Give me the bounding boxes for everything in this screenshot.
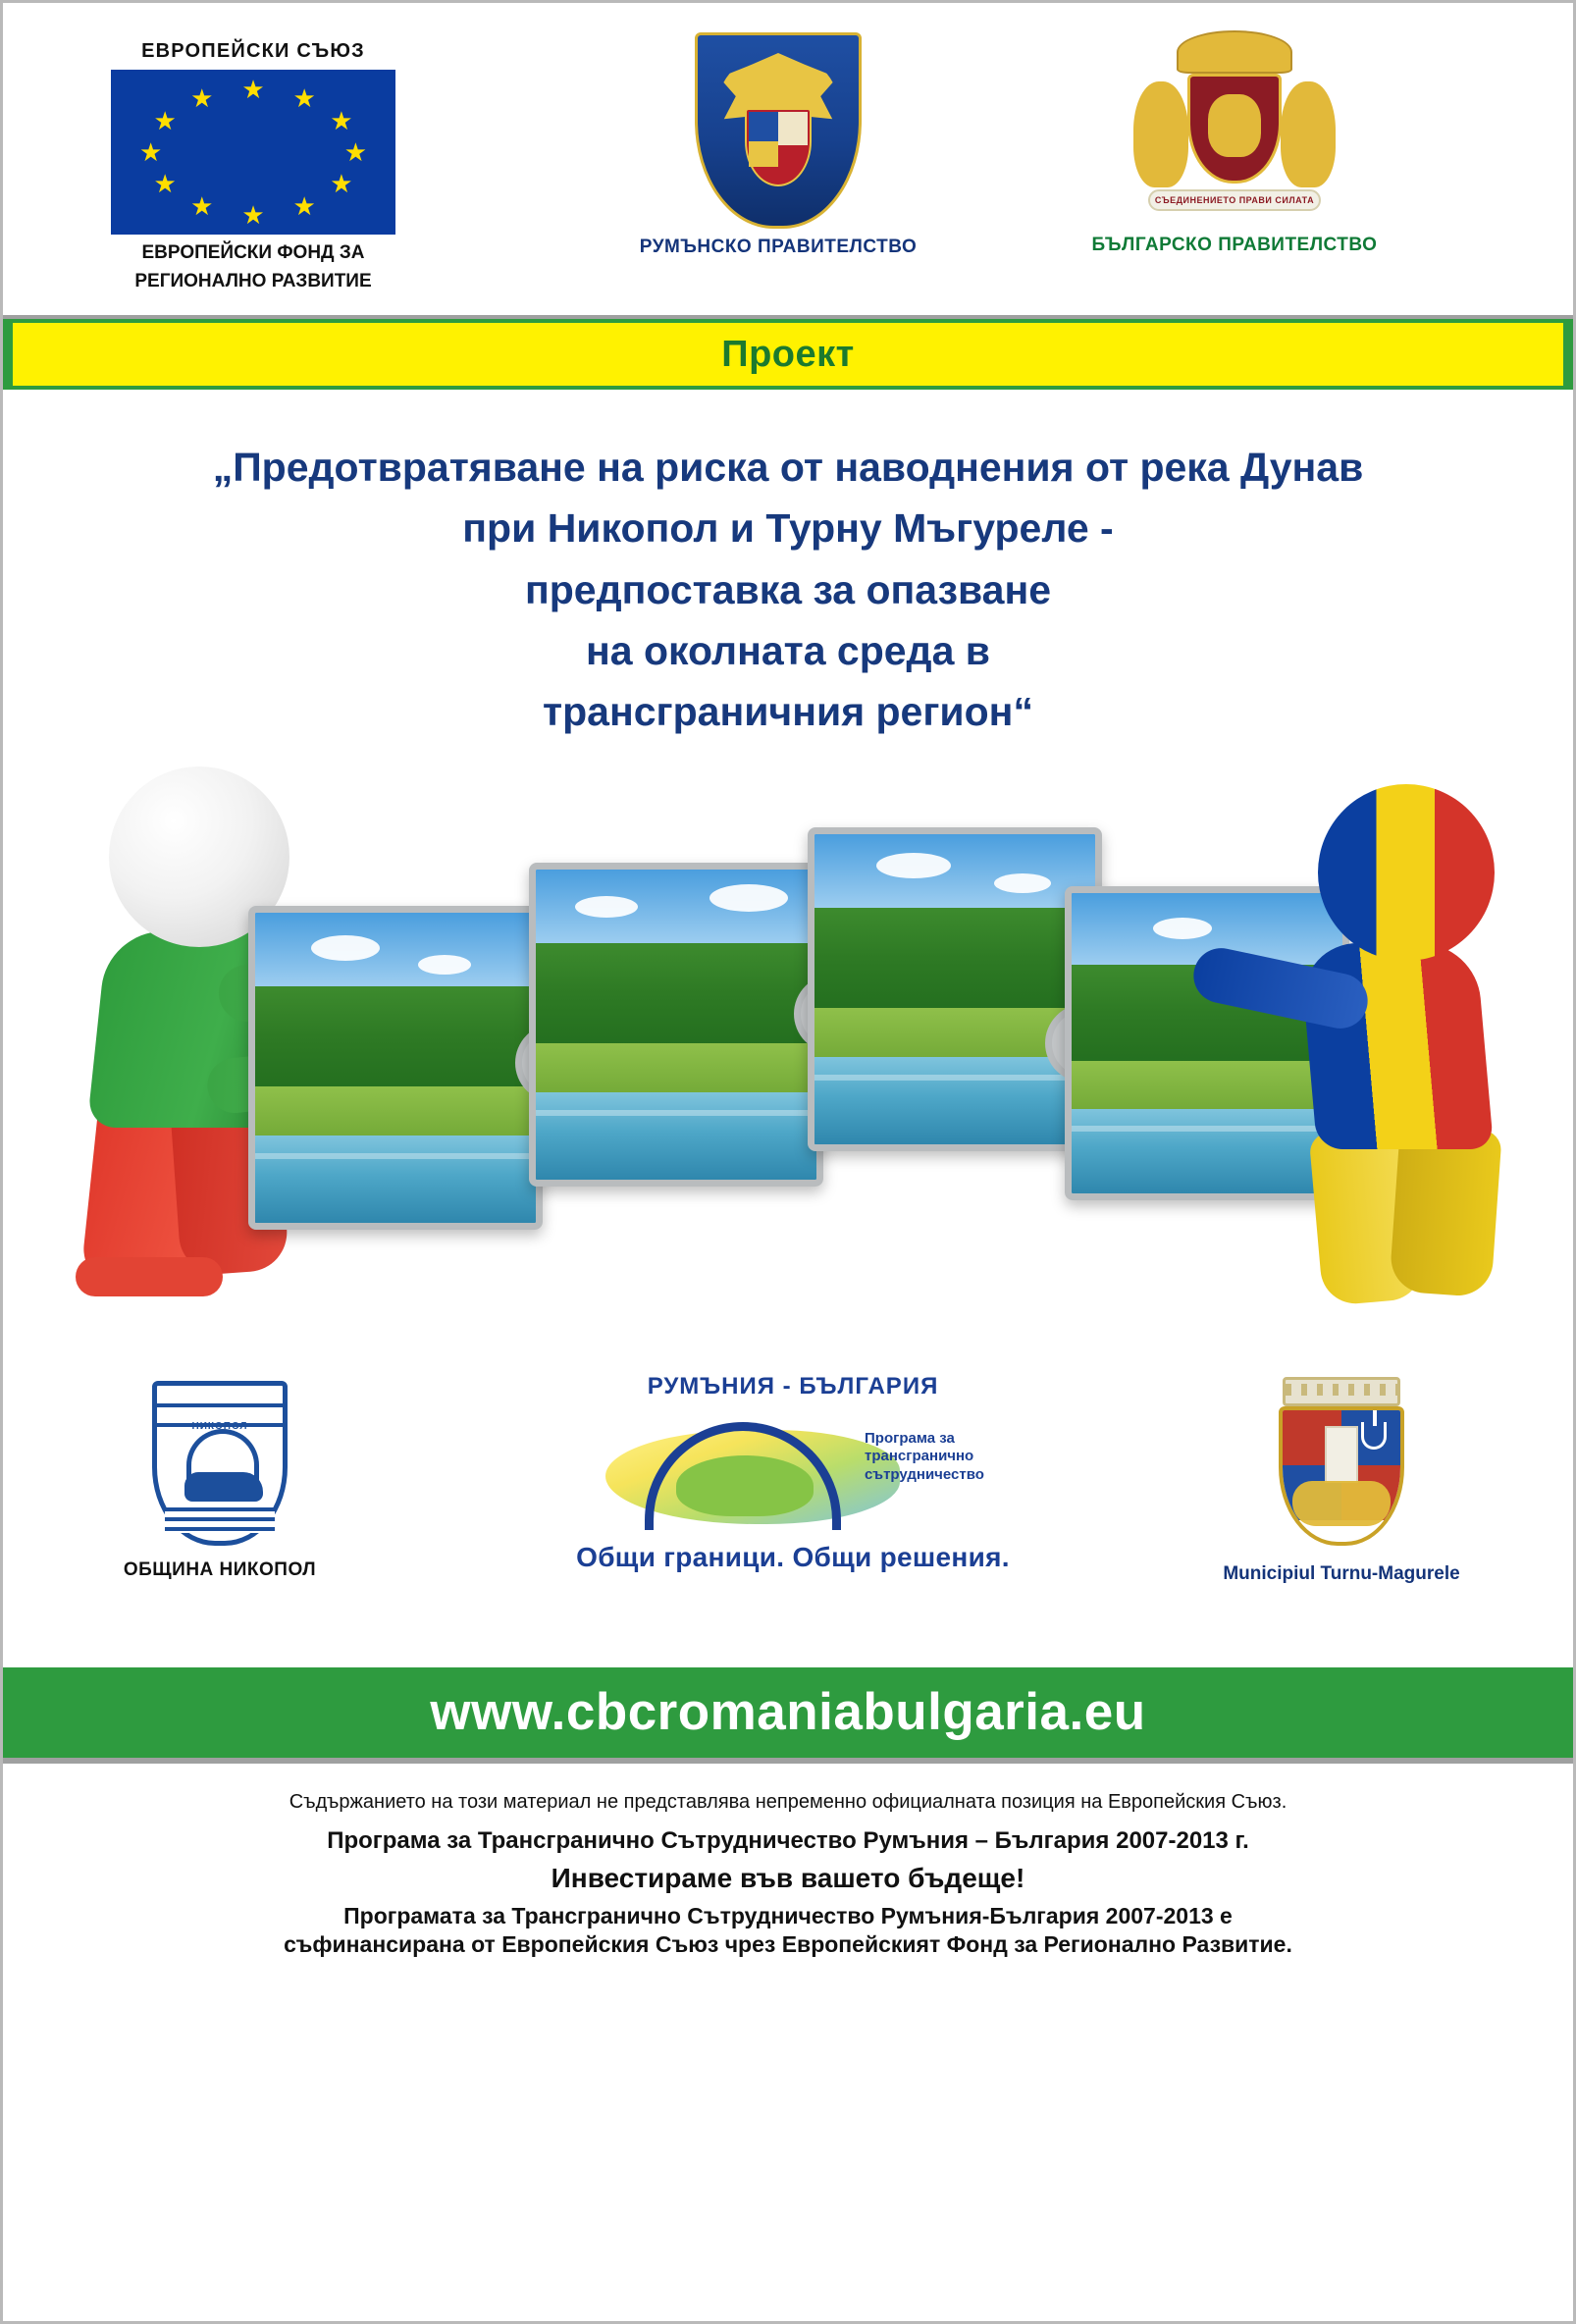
- eu-star: ★: [241, 75, 265, 105]
- puzzle-piece: [248, 906, 543, 1230]
- quarter-2: [778, 112, 808, 145]
- cbc-program-line: трансгранично: [865, 1448, 974, 1465]
- anchor-icon: [1361, 1422, 1387, 1450]
- project-title-line: трансграничния регион“: [543, 689, 1033, 735]
- motto-ribbon: СЪЕДИНЕНИЕТО ПРАВИ СИЛАТА: [1148, 189, 1321, 211]
- cloud-icon: [311, 935, 380, 961]
- lion-center-icon: [1208, 94, 1261, 157]
- bulgaria-government-block: [1073, 30, 1396, 256]
- cbc-program-logo-block: [494, 1373, 1092, 1573]
- puzzle-piece: [529, 863, 823, 1187]
- project-banner-label: Проект: [721, 333, 855, 375]
- lion-left-icon: [1133, 81, 1188, 187]
- eu-star: ★: [330, 168, 353, 198]
- waves-icon: [165, 1507, 275, 1533]
- website-bar: [3, 1667, 1573, 1764]
- figure-foot: [76, 1257, 223, 1296]
- footer-funding-line2: съфинансирана от Европейския Съюз чрез Европейският Фонд за Регионално Развитие.: [284, 1931, 1292, 1958]
- shield-icon: [1187, 74, 1282, 184]
- lion-icon: [184, 1472, 263, 1502]
- cbc-top-label: РУМЪНИЯ - БЪЛГАРИЯ: [647, 1372, 939, 1400]
- eu-star: ★: [292, 82, 316, 113]
- project-title-line: при Никопол и Турну Мъгуреле -: [462, 505, 1114, 552]
- romania-coat-of-arms-icon: [695, 32, 862, 229]
- water-layer: [814, 1057, 1095, 1143]
- nikopol-crest-icon: [152, 1381, 288, 1546]
- puzzle-illustration: [3, 757, 1573, 1365]
- romania-tricolor-figure: [1232, 784, 1516, 1275]
- eu-star: ★: [153, 106, 177, 136]
- eu-flag-icon: [111, 70, 395, 235]
- project-banner: [3, 319, 1573, 390]
- project-banner-inner: [13, 323, 1563, 386]
- footer-program-text: Програма за Трансгранично Сътрудничество Румъния – България 2007-2013 г.: [327, 1826, 1249, 1854]
- cbc-program-line: Програма за: [865, 1429, 955, 1447]
- puzzle-pieces-group: [248, 818, 1347, 1279]
- figure-head: [1318, 784, 1495, 961]
- turnu-magurele-logo-block: [1194, 1377, 1489, 1585]
- bulgaria-government-caption: БЪЛГАРСКО ПРАВИТЕЛСТВО: [1091, 235, 1378, 255]
- cloud-icon: [994, 873, 1051, 893]
- bulgaria-coat-of-arms-icon: [1131, 30, 1338, 227]
- water-layer: [536, 1092, 816, 1179]
- puzzle-piece: [808, 827, 1102, 1151]
- turnu-magurele-crest-icon: [1268, 1377, 1415, 1550]
- eu-star: ★: [153, 168, 177, 198]
- footer-funding-line1: Програмата за Трансгранично Сътрудничество Румъния-България 2007-2013 е: [343, 1902, 1233, 1928]
- eu-star: ★: [343, 137, 368, 167]
- eu-star: ★: [190, 191, 214, 222]
- romania-government-caption: РУМЪНСКО ПРАВИТЕЛСТВО: [639, 237, 918, 257]
- project-title-line: на околната среда в: [586, 627, 990, 673]
- cloud-icon: [418, 955, 471, 975]
- lion-right-icon: [1281, 81, 1336, 187]
- water-layer: [255, 1136, 536, 1222]
- crown-icon: [1177, 30, 1292, 74]
- eu-star: ★: [138, 137, 163, 167]
- mural-crown-icon: [1283, 1377, 1400, 1406]
- partner-logos-row: [3, 1373, 1573, 1667]
- lions-icon: [1292, 1481, 1391, 1526]
- website-url-link[interactable]: www.cbcromaniabulgaria.eu: [430, 1683, 1146, 1742]
- romania-government-block: [631, 32, 925, 258]
- eu-star: ★: [190, 82, 214, 113]
- eu-fund-line2: РЕГИОНАЛНО РАЗВИТИЕ: [134, 271, 372, 292]
- turnu-magurele-caption: Municipiul Turnu-Magurele: [1223, 1562, 1460, 1584]
- nikopol-caption: ОБЩИНА НИКОПОЛ: [123, 1558, 317, 1580]
- nikopol-crest-text: НИКОПОЛ: [191, 1420, 248, 1432]
- cbc-slogan: Общи граници. Общи решения.: [576, 1541, 1010, 1572]
- cbc-program-text: [865, 1430, 1022, 1485]
- project-title-line: предпоставка за опазване: [524, 566, 1052, 612]
- footer-slogan-text: Инвестираме във вашето бъдеще!: [551, 1862, 1025, 1893]
- inner-shield-icon: [745, 108, 812, 186]
- eu-star: ★: [292, 191, 316, 222]
- shield-icon: [1279, 1406, 1404, 1546]
- project-title: [3, 390, 1573, 753]
- eu-fund-line1: ЕВРОПЕЙСКИ ФОНД ЗА: [141, 242, 365, 263]
- eu-star: ★: [241, 199, 265, 230]
- cloud-icon: [876, 853, 951, 878]
- tower-icon: [1325, 1426, 1358, 1483]
- quarter-3: [749, 141, 778, 167]
- footer-disclaimer: [3, 1764, 1573, 1971]
- eu-star: ★: [330, 106, 353, 136]
- footer-disclaimer-text: Съдържанието на този материал не представлява непременно официалната позиция на Европейския Съюз.: [289, 1790, 1287, 1813]
- eu-title: ЕВРОПЕЙСКИ СЪЮЗ: [141, 40, 365, 62]
- cbc-logo-icon: [582, 1404, 1004, 1532]
- nikopol-logo-block: [97, 1381, 342, 1581]
- header-logos-row: [3, 3, 1573, 319]
- cbc-program-line: сътрудничество: [865, 1466, 984, 1484]
- quarter-1: [749, 112, 778, 145]
- figure-leg: [1389, 1124, 1502, 1297]
- cloud-icon: [575, 896, 638, 918]
- cloud-icon: [709, 884, 788, 912]
- project-title-line: „Предотвратяване на риска от наводнения от река Дунав: [212, 445, 1364, 490]
- cloud-icon: [1153, 918, 1212, 939]
- eu-logo-block: [91, 40, 415, 292]
